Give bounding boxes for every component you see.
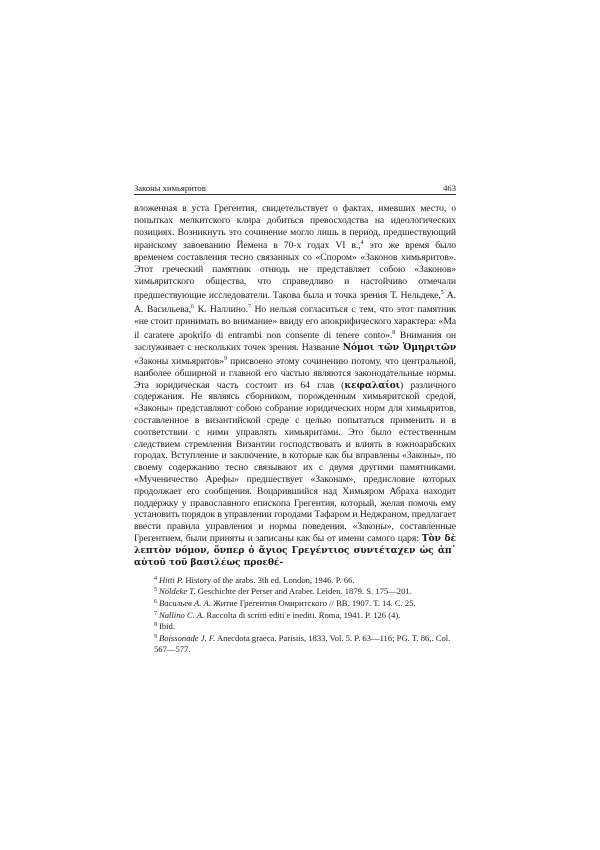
text-run: Но нельзя согласиться с тем, что этот памятник «не стоит принимать во внимание» ввиду его апокрифического характера: «Ma il caratere apokrifo di entrambi non consente di tenere conto».	[134, 304, 456, 342]
text-run: ) различного содержания. Не являясь сборником, порожденным химьяритской средой, «Законы» представляют собою собрание юридических норм для химьяритов, составленное в византийской среде с целью попытаться применить и в соответствии с ними управлять химьяритами. Это было естественным следствием стремления Византии господствовать и влиять в южноарабских городах. Вступление и заключение, в которые как бы вправлены «Законы», по своему содержанию тесно связывают их с двумя другими памятниками. «Мученичество Арефы» предшествует «Законам», предисловие которых продолжает его сообщения. Воцарившийся над Химьяром Абраха находит поддержку у православного епископа Грегентия, который, желая помочь ему установить порядок в управлении городами Тафаром и Неджраном, предлагает ввести правила управления и нормы поведения. «Законы», составленные Грегентием, были приняты и записаны как бы от имени самого царя:	[134, 379, 456, 545]
footnote-ref: 5	[440, 289, 444, 296]
footnote-text: History of the arabs. 3th ed. London, 1946. P. 66.	[183, 574, 355, 585]
footnote-mark: 4	[154, 575, 157, 582]
footnote-mark: 6	[154, 598, 157, 605]
footnote-ref: 4	[360, 240, 364, 247]
text-run: Внимания он заслуживает с нескольких точек зрения. Название	[134, 330, 456, 353]
main-text	[134, 203, 456, 569]
text-run: К. Наллино.	[193, 304, 248, 316]
running-header	[134, 182, 456, 195]
footnote-mark: 8	[154, 622, 157, 629]
footnote-author: Nallino C. A.	[159, 609, 205, 620]
footnote-ref: 6	[191, 303, 194, 310]
page	[134, 182, 456, 654]
text-run: вложенная в уста Грегентия, свидетельствует о фактах, имевших место, о попытках мелкитского клира добиться превосходства на идеологических позициях. Возникнуть это сочинение могло лишь в период, предшествующий иранскому завоеванию Йемена в 70-х годах VI в.,	[134, 203, 456, 252]
footnote-text: Geschichte der Perser and Araber. Leiden. 1879. S. 175—201.	[195, 586, 412, 597]
footnote	[134, 574, 456, 586]
running-title: Законы химьяритов	[134, 183, 206, 193]
paragraph	[134, 203, 456, 569]
footnote-ref: 7	[247, 303, 251, 310]
text-run: это же время было временем составления тесно связанных со «Спором» «Законов химьяритов». Этот греческий памятник отнюдь не представляет собою «Законов» химьяритского общества, что справедливо и настойчиво отмечали предшествующие исследователи. Такова была и точка зрения Т. Нельдеке,	[134, 240, 457, 302]
footnote-ref: 8	[392, 329, 396, 336]
greek-quote: Τὸν δὲ λεπτὸν νόμον, ὅνπερ ὁ ἅγιος Γρεγέντιος συντέταχεν ὡς ἀπ᾿ αὐτοῦ τοῦ βασιλέως προεθέ-	[134, 533, 456, 568]
page-number: 463	[443, 183, 456, 193]
footnote-ref: 9	[223, 355, 227, 362]
footnote-author: Hitti P.	[159, 574, 184, 585]
footnote-author: Boissonade J. F.	[159, 633, 216, 644]
footnotes	[134, 574, 456, 655]
footnote-mark: 9	[154, 634, 157, 641]
footnote-text: Житие Грегентия Омиритского // ВВ. 1907. Т. 14. С. 25.	[210, 597, 416, 608]
text-run: «Законы химьяритов»	[134, 355, 224, 367]
footnote-author: Васильев А. А.	[159, 597, 211, 608]
greek-term: κεφαλαίοι	[344, 379, 400, 391]
footnote	[134, 585, 456, 597]
footnote-text: Ibid.	[159, 621, 175, 632]
footnote	[134, 632, 456, 654]
text-run: присвоено этому сочинению потому, что центральной, наиболее обширной и главной его частью являются законодательные нормы. Эта юридическая часть состоит из 64 глав (	[134, 355, 457, 391]
footnote	[134, 609, 456, 621]
footnote	[134, 597, 456, 609]
footnote-text: Raccolta di scritti editi e inediti. Roma, 1941. P. 126 (4).	[204, 609, 401, 620]
footnote-author: Nöldeke T.	[159, 586, 196, 597]
footnote-mark: 7	[154, 610, 157, 617]
text-run: А. А. Васильева,	[134, 290, 456, 316]
footnote	[134, 620, 456, 632]
footnote-mark: 5	[154, 587, 157, 594]
footnote-text: Anecdota graeca. Parisiis, 1833. Vol. 5. P. 63—116; PG. T. 86,. Col. 567—577.	[154, 633, 451, 654]
greek-phrase: Νόμοι τῶν Ὁμηριτῶν	[342, 341, 456, 353]
